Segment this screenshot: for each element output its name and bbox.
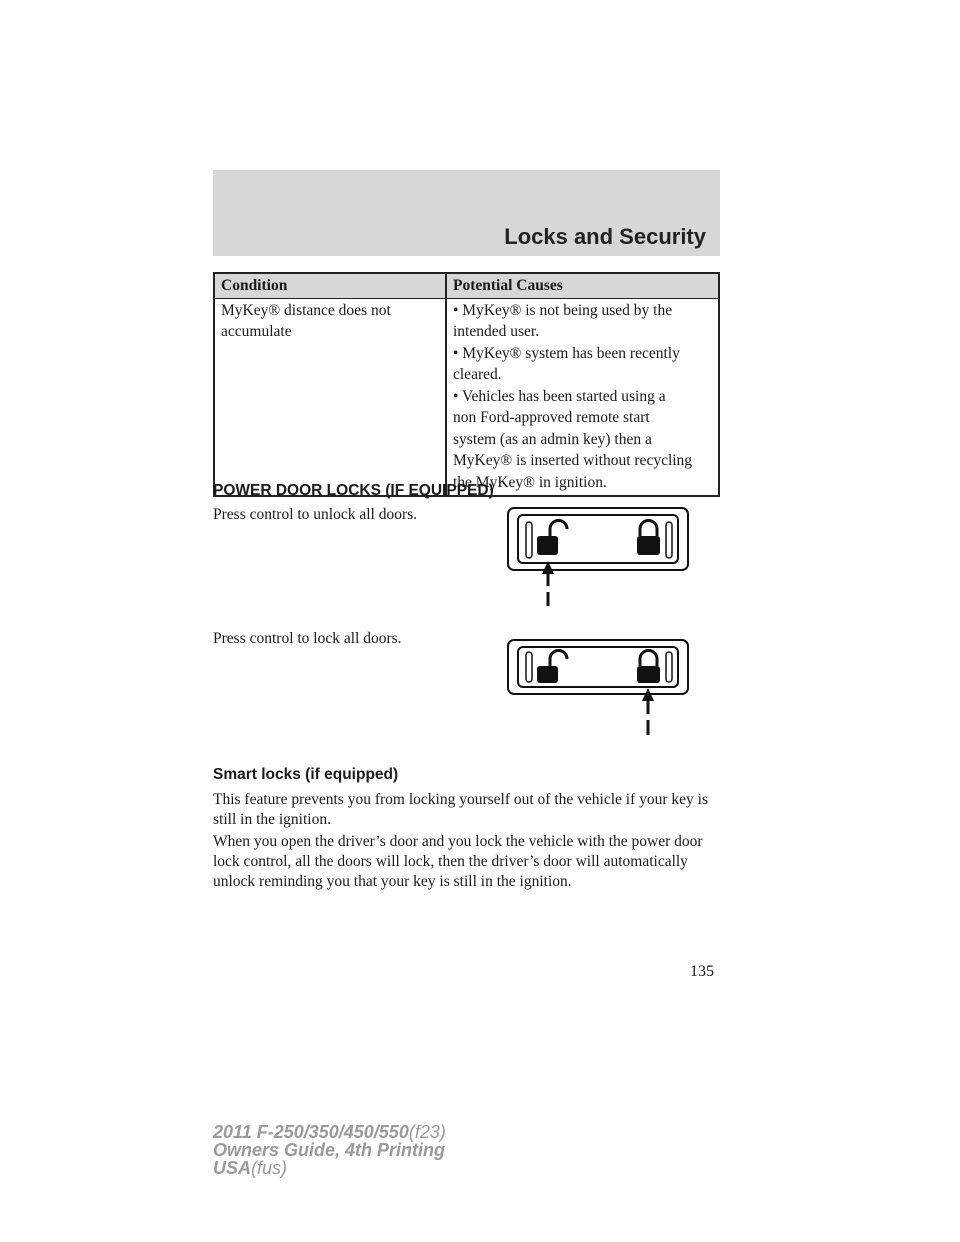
switch-left-ridge bbox=[526, 522, 532, 558]
footer-line-model bbox=[213, 1123, 446, 1141]
smart-locks-paragraph-2: When you open the driver’s door and you lock the vehicle with the power door lock control, all the doors will lock, then the driver’s door will automatically unlock reminding you that your key is still in the ignition. bbox=[213, 833, 703, 890]
footer-line-market bbox=[213, 1159, 446, 1177]
cause-line: • MyKey® system has been recently bbox=[453, 344, 680, 362]
switch-right-ridge bbox=[666, 522, 672, 558]
unlock-icon bbox=[537, 521, 567, 556]
unlock-instruction: Press control to unlock all doors. bbox=[213, 506, 418, 523]
header-band bbox=[213, 170, 720, 256]
table-row bbox=[214, 298, 719, 496]
smart-locks-paragraph-1: This feature prevents you from locking yourself out of the vehicle if your key is still in the ignition. bbox=[213, 791, 709, 828]
lock-instruction: Press control to lock all doors. bbox=[213, 630, 402, 647]
column-header-causes: Potential Causes bbox=[446, 273, 719, 298]
cause-line: • Vehicles has been started using a bbox=[453, 387, 666, 405]
footer-edition: Owners Guide, 4th Printing bbox=[213, 1140, 446, 1160]
column-header-condition: Condition bbox=[214, 273, 446, 298]
footer-market: USA bbox=[213, 1158, 252, 1178]
unlock-icon bbox=[537, 651, 567, 684]
table-header-row bbox=[214, 273, 719, 298]
cause-line: intended user. bbox=[453, 323, 540, 340]
lock-control-diagram bbox=[506, 638, 690, 742]
switch-right-ridge bbox=[666, 652, 672, 682]
condition-cell bbox=[214, 298, 446, 496]
power-door-locks-heading: POWER DOOR LOCKS (IF EQUIPPED) bbox=[213, 482, 494, 499]
condition-line: accumulate bbox=[221, 323, 292, 340]
pointer-arrow-icon bbox=[642, 688, 654, 735]
page-number: 135 bbox=[690, 963, 714, 980]
section-title: Locks and Security bbox=[504, 224, 706, 249]
lock-icon bbox=[637, 521, 660, 556]
unlock-control-diagram bbox=[506, 506, 690, 610]
footer-model: 2011 F-250/350/450/550 bbox=[213, 1122, 409, 1142]
cause-line: the MyKey® in ignition. bbox=[453, 473, 607, 491]
conditions-table bbox=[213, 272, 720, 497]
cause-line: MyKey® is inserted without recycling bbox=[453, 452, 693, 469]
switch-outer-frame bbox=[508, 640, 688, 694]
smart-locks-heading: Smart locks (if equipped) bbox=[213, 766, 399, 783]
footer-market-code: (fus) bbox=[251, 1158, 288, 1178]
cause-line: cleared. bbox=[453, 366, 502, 383]
causes-cell bbox=[446, 298, 719, 496]
cause-line: non Ford-approved remote start bbox=[453, 409, 650, 426]
document-footer bbox=[213, 1123, 446, 1177]
condition-line: MyKey® distance does not bbox=[221, 301, 391, 319]
lock-icon bbox=[637, 651, 660, 684]
switch-outer-frame bbox=[508, 508, 688, 570]
pointer-arrow-icon bbox=[542, 561, 554, 606]
cause-line: • MyKey® is not being used by the bbox=[453, 301, 673, 319]
cause-line: system (as an admin key) then a bbox=[453, 430, 652, 448]
footer-model-code: (f23) bbox=[408, 1122, 446, 1142]
switch-left-ridge bbox=[526, 652, 532, 682]
